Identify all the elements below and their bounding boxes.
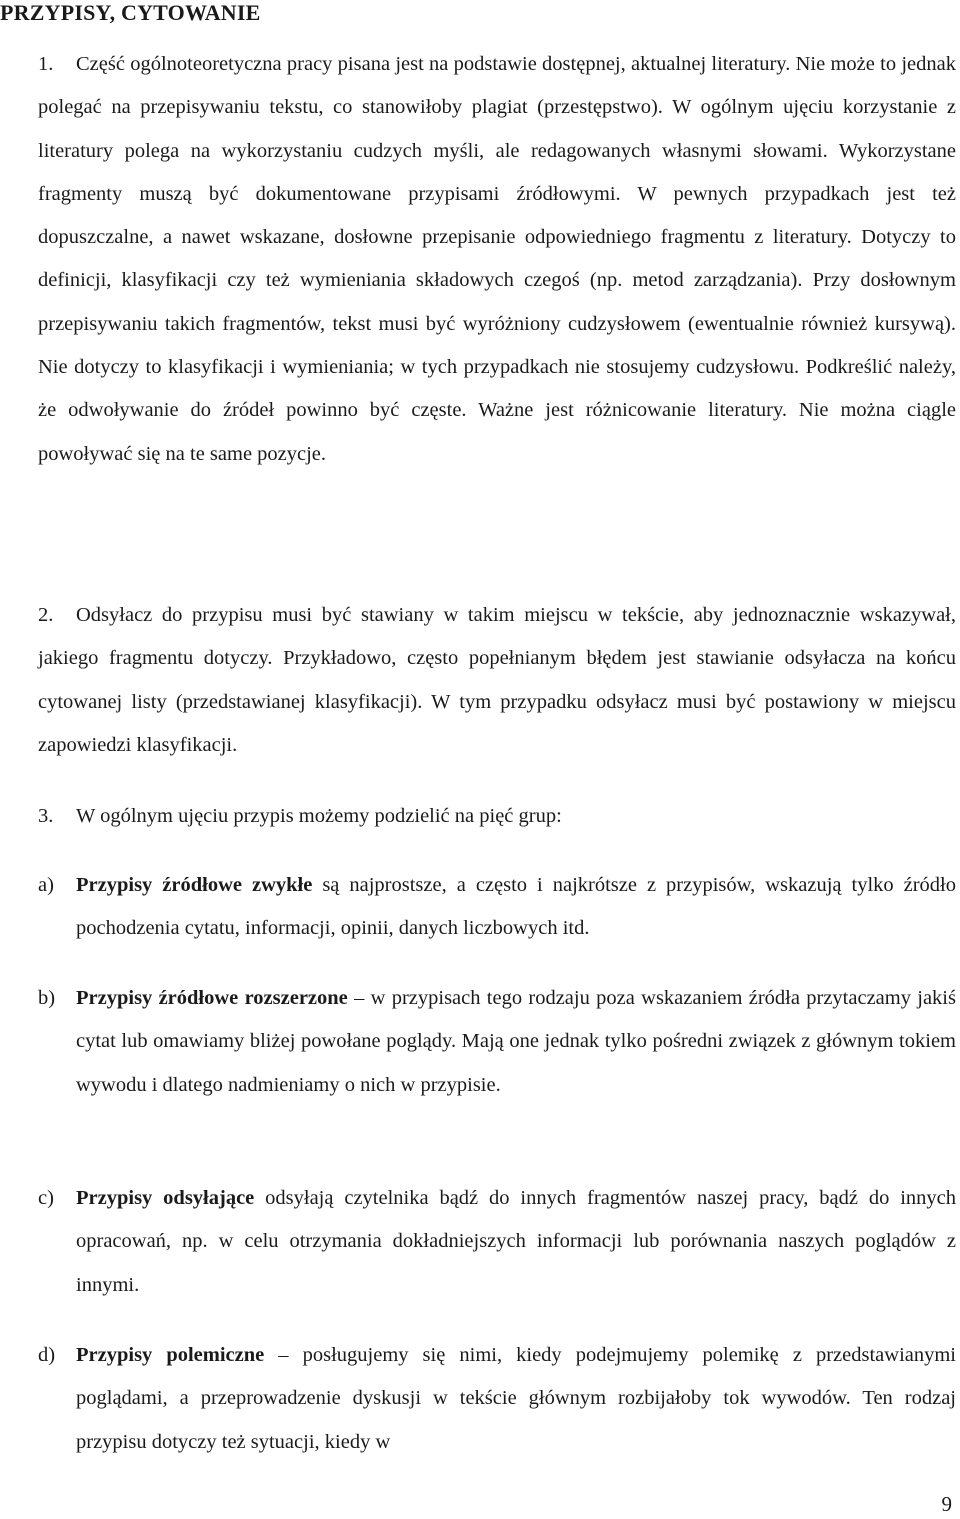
list-text: odsyłają czytelnika bądź do innych fragmentów naszej pracy, bądź do innych opracowań, np. w celu otrzymania dokładniejszych informacji lub porównania naszych poglądów z innymi. [76, 1187, 956, 1296]
list-item-b [38, 977, 956, 1107]
paragraph-2 [38, 594, 956, 767]
list-label: c) [38, 1187, 54, 1209]
paragraph-number: 2. [38, 604, 54, 626]
list-text: – w przypisach tego rodzaju poza wskazaniem źródła przytaczamy jakiś cytat lub omawiamy bliżej powołane poglądy. Mają one jednak tylko pośredni związek z głównym tokiem wywodu i dlatego nadmieniamy o nich w przypisie. [76, 987, 956, 1096]
list-text: – posługujemy się nimi, kiedy podejmujemy polemikę z przedstawianymi poglądami, a przeprowadzenie dyskusji w tekście głównym rozbijałoby tok wywodów. Ten rodzaj przypisu dotyczy też sytuacji, kiedy w [76, 1344, 957, 1453]
paragraph-3 [38, 795, 956, 838]
list-item-c [38, 1177, 956, 1307]
paragraph-number: 1. [38, 53, 54, 75]
paragraph-number: 3. [38, 805, 54, 827]
paragraph-1 [38, 43, 956, 476]
list-label: a) [38, 874, 54, 896]
list-label: d) [38, 1344, 56, 1366]
list-term: Przypisy polemiczne [76, 1344, 265, 1366]
list-term: Przypisy źródłowe zwykłe [76, 874, 313, 896]
page-number: 9 [941, 1492, 952, 1516]
list-text: są najprostsze, a często i najkrótsze z przypisów, wskazują tylko źródło pochodzenia cytatu, informacji, opinii, danych liczbowych itd. [76, 874, 956, 940]
paragraph-text: Odsyłacz do przypisu musi być stawiany w takim miejscu w tekście, aby jednoznacznie wskazywał, jakiego fragmentu dotyczy. Przykładowo, często popełnianym błędem jest stawianie odsyłacza na końcu cytowanej listy (przedstawianej klasyfikacji). W tym przypadku odsyłacz musi być postawiony w miejscu zapowiedzi klasyfikacji. [38, 604, 956, 756]
list-item-a [38, 864, 956, 951]
section-heading: PRZYPISY, CYTOWANIE [0, 0, 261, 25]
list-label: b) [38, 987, 56, 1009]
list-term: Przypisy źródłowe rozszerzone [76, 987, 348, 1009]
list-item-d [38, 1334, 956, 1464]
list-term: Przypisy odsyłające [76, 1187, 255, 1209]
paragraph-text: Część ogólnoteoretyczna pracy pisana jest na podstawie dostępnej, aktualnej literatury. Nie może to jednak polegać na przepisywaniu tekstu, co stanowiłoby plagiat (przestępstwo). W ogólnym ujęciu korzystanie z literatury polega na wykorzystaniu cudzych myśli, ale redagowanych własnymi słowami. Wykorzystane fragmenty muszą być dokumentowane przypisami źródłowymi. W pewnych przypadkach jest też dopuszczalne, a nawet wskazane, dosłowne przepisanie odpowiedniego fragmentu z literatury. Dotyczy to definicji, klasyfikacji czy też wymieniania składowych czegoś (np. metod zarządzania). Przy dosłownym przepisywaniu takich fragmentów, tekst musi być wyróżniony cudzysłowem (ewentualnie również kursywą). Nie dotyczy to klasyfikacji i wymieniania; w tych przypadkach nie stosujemy cudzysłowu. Podkreślić należy, że odwoływanie do źródeł powinno być częste. Ważne jest różnicowanie literatury. Nie można ciągle powoływać się na te same pozycje. [38, 53, 956, 465]
paragraph-text: W ogólnym ujęciu przypis możemy podzielić na pięć grup: [76, 805, 562, 827]
